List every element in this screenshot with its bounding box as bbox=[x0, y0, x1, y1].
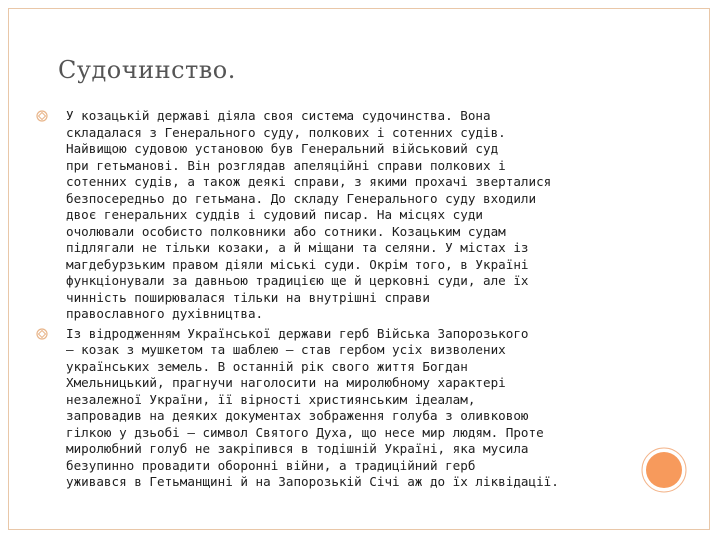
decorative-circle-icon bbox=[641, 447, 687, 493]
diamond-circle-icon bbox=[36, 328, 48, 340]
bullet-item-1 bbox=[36, 108, 636, 323]
bullet-text: У козацькій державі діяла своя система судочинства. Вона складалася з Генерального суду, полкових і сотенних судів. Найвищою судовою установою був Генеральний військовий суд при гетьманові. Він розглядав апеляційні справи полкових і сотенних судів, а також деякі справи, з якими прохачі зверталися безпосередньо до гетьмана. До складу Генерального суду входили двоє генеральних суддів і судовий писар. На місцях суди очолювали особисто полковники або сотники. Козацьким судам підлягали не тільки козаки, а й міщани та селяни. У містах із магдебурзьким правом діяли міські суди. Окрім того, в Україні функціонували за давньою традицією ще й церковні суди, але їх чинність поширювалася тільки на внутрішні справи православного духівництва. bbox=[66, 108, 552, 321]
slide-content bbox=[36, 108, 636, 494]
bullet-text: Із відродженням Української держави герб Війська Запорозького — козак з мушкетом та шаблею — став гербом усіх визволених українських земель. В останній рік свого життя Богдан Хмельницький, прагнучи наголосити на миролюбному характері незалежної України, її вірності християнським ідеалам, запровадив на деяких документах зображення голуба з оливковою гілкою у дзьобі — символ Святого Духа, що несе мир людям. Проте миролюбний голуб не закріпився в тодішній Україні, яка мусила безупинно провадити оборонні війни, а традиційний герб уживався в Гетьманщині й на Запорозькій Січі аж до їх ліквідації. bbox=[66, 325, 559, 489]
slide-title: Судочинство. bbox=[58, 56, 236, 84]
diamond-circle-icon bbox=[36, 110, 48, 122]
bullet-item-2 bbox=[36, 326, 636, 491]
